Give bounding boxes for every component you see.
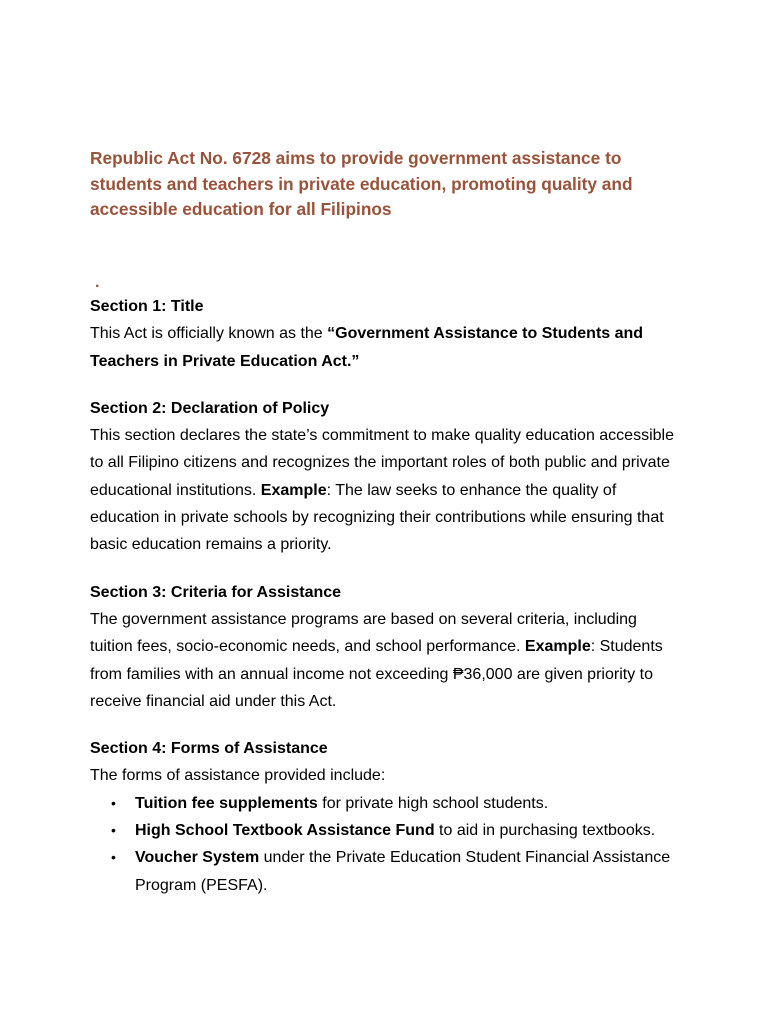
list-item <box>111 844 680 899</box>
document-headline: Republic Act No. 6728 aims to provide government assistance to students and teachers in private education, promoting quality and accessible education for all Filipinos <box>90 148 633 219</box>
list-item-text: under the Private Education Student Financial Assistance Program (PESFA). <box>135 849 671 894</box>
list-item-text: to aid in purchasing textbooks. <box>434 822 656 840</box>
section-2-body <box>90 422 680 558</box>
list-item-bold: High School Textbook Assistance Fund <box>135 822 435 840</box>
sections-container <box>90 293 680 919</box>
section-2-example-label: Example <box>260 481 327 499</box>
section-1-title: Section 1: Title <box>90 298 204 315</box>
section-1-text: This Act is officially known as the <box>90 325 328 343</box>
section-1 <box>90 293 680 375</box>
section-2-text: This section declares the state’s commitment to make quality education accessible to all Filipino citizens and recognizes the important roles of both public and private educational institutions. <box>90 427 674 499</box>
section-4-title: Section 4: Forms of Assistance <box>90 740 328 758</box>
list-item <box>111 817 680 844</box>
list-item-bold: Tuition fee supplements <box>135 794 318 812</box>
list-item-text: for private high school students. <box>317 794 549 812</box>
section-3-example-label: Example <box>524 638 591 656</box>
section-4-intro: The forms of assistance provided include: <box>90 767 386 785</box>
list-item-bold: Voucher System <box>135 849 260 867</box>
section-4 <box>90 735 680 899</box>
separator-dot: . <box>95 274 100 291</box>
section-3-body <box>90 606 680 715</box>
section-3-title: Section 3: Criteria for Assistance <box>90 583 342 601</box>
section-2-title: Section 2: Declaration of Policy <box>90 399 330 417</box>
section-3 <box>90 579 680 715</box>
section-3-example-text: : Students from families with an annual income not exceeding ₱36,000 are given priority to receive financial aid under this Act. <box>90 638 663 710</box>
assistance-list <box>90 790 680 899</box>
bullet-icon: • <box>111 822 116 839</box>
section-1-body <box>90 320 680 375</box>
bullet-icon: • <box>111 849 116 866</box>
list-item <box>111 790 680 817</box>
section-3-text: The government assistance programs are based on several criteria, including tuition fees, socio-economic needs, and school performance. <box>90 610 637 656</box>
section-2-example-text: : The law seeks to enhance the quality of education in private schools by recognizing their contributions while ensuring that basic education remains a priority. <box>90 481 664 554</box>
section-2 <box>90 395 680 559</box>
act-name: “Government Assistance to Students and Teachers in Private Education Act.” <box>90 325 644 370</box>
bullet-icon: • <box>111 794 116 811</box>
